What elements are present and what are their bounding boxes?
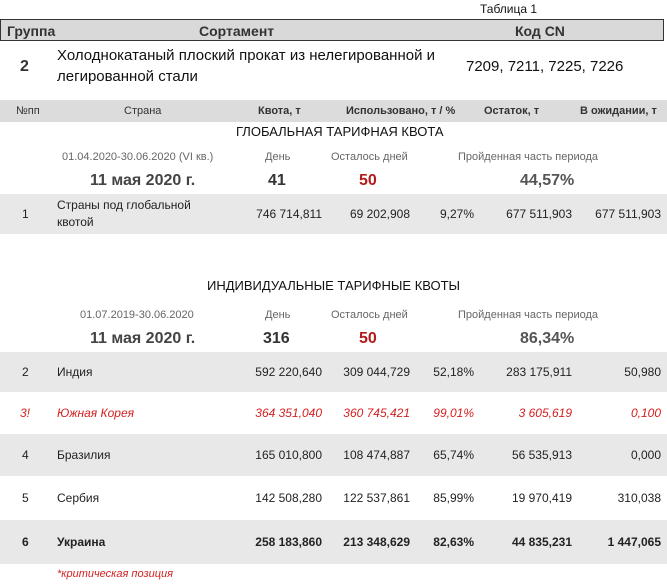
- row-quota: 364 351,040: [255, 406, 322, 420]
- row-pct: 9,27%: [439, 207, 474, 221]
- header-group: Группа: [7, 23, 56, 39]
- global-period-passed-label: Пройденная часть периода: [458, 151, 599, 163]
- row-quota: 165 010,800: [255, 448, 322, 462]
- row-pct: 99,01%: [433, 406, 474, 420]
- col-remaining: Остаток, т: [484, 105, 540, 117]
- individual-section-title: ИНДИВИДУАЛЬНЫЕ ТАРИФНЫЕ КВОТЫ: [207, 278, 461, 293]
- individual-period-passed-value: 86,34%: [520, 330, 575, 347]
- row-pct: 85,99%: [433, 491, 474, 505]
- row-num: 1: [22, 207, 29, 221]
- row-used: 309 044,729: [343, 365, 410, 379]
- row-pct: 52,18%: [433, 365, 474, 379]
- col-quota: Квота, т: [258, 105, 301, 117]
- row-pending: 0,100: [630, 406, 661, 420]
- row-quota: 142 508,280: [255, 491, 322, 505]
- header-code: Код CN: [515, 23, 565, 39]
- individual-day-label: День: [265, 309, 291, 321]
- row-remaining: 283 175,911: [506, 365, 572, 379]
- row-pending: 677 511,903: [595, 207, 661, 221]
- global-period: 01.04.2020-30.06.2020 (VI кв.): [62, 151, 214, 163]
- global-day-label: День: [265, 151, 291, 163]
- row-remaining: 3 605,619: [518, 406, 572, 420]
- product-description: Холоднокатаный плоский прокат из нелегированной и легированной стали: [57, 47, 436, 85]
- global-date: 11 мая 2020 г.: [90, 172, 196, 189]
- row-used: 122 537,861: [343, 491, 410, 505]
- row-quota: 746 714,811: [256, 207, 322, 221]
- row-num: 2: [22, 365, 29, 379]
- row-country: Бразилия: [57, 448, 111, 462]
- table-row: [0, 520, 667, 564]
- cn-codes: 7209, 7211, 7225, 7226: [466, 58, 624, 75]
- row-used: 69 202,908: [349, 207, 410, 221]
- row-remaining: 56 535,913: [511, 448, 572, 462]
- table-row-critical: [0, 393, 667, 433]
- row-country: Южная Корея: [57, 406, 135, 420]
- row-country: Страны под глобальной квотой: [57, 198, 191, 229]
- row-country: Украина: [57, 535, 106, 549]
- row-quota: 258 183,860: [255, 535, 322, 549]
- col-used: Использовано, т / %: [346, 105, 456, 117]
- global-section-title: ГЛОБАЛЬНАЯ ТАРИФНАЯ КВОТА: [236, 124, 444, 139]
- individual-days-left-value: 50: [359, 330, 377, 347]
- row-used: 213 348,629: [343, 535, 410, 549]
- row-num: 4: [22, 448, 29, 462]
- row-country: Индия: [57, 365, 93, 379]
- row-remaining: 44 835,231: [511, 535, 572, 549]
- individual-period: 01.07.2019-30.06.2020: [80, 309, 194, 321]
- col-pending: В ожидании, т: [580, 105, 657, 117]
- global-period-passed-value: 44,57%: [520, 172, 575, 189]
- row-pending: 50,980: [624, 365, 661, 379]
- row-pct: 65,74%: [433, 448, 474, 462]
- table-row: [0, 434, 667, 476]
- row-quota: 592 220,640: [255, 365, 322, 379]
- individual-days-left-label: Осталось дней: [331, 309, 408, 321]
- row-num: 5: [22, 491, 29, 505]
- row-num: 6: [22, 535, 29, 549]
- group-header-bar: [0, 19, 664, 41]
- row-used: 360 745,421: [343, 406, 410, 420]
- global-days-left-label: Осталось дней: [331, 151, 408, 163]
- global-day-value: 41: [268, 172, 286, 189]
- individual-date: 11 мая 2020 г.: [90, 330, 196, 347]
- row-used: 108 474,887: [343, 448, 410, 462]
- col-country: Страна: [124, 105, 162, 117]
- table-row: [0, 194, 667, 234]
- row-country: Сербия: [57, 491, 100, 505]
- row-pct: 82,63%: [433, 535, 474, 549]
- header-assortment: Сортамент: [199, 23, 275, 39]
- row-remaining: 677 511,903: [506, 207, 572, 221]
- row-pending: 310,038: [617, 491, 661, 505]
- table-row: [0, 477, 667, 519]
- row-num: 3!: [20, 406, 31, 420]
- table-label: Таблица 1: [480, 2, 538, 16]
- footnote: *критическая позиция: [57, 568, 173, 580]
- individual-period-passed-label: Пройденная часть периода: [458, 309, 599, 321]
- row-pending: 1 447,065: [607, 535, 661, 549]
- column-header-bar: [0, 100, 667, 122]
- group-number: 2: [20, 58, 29, 75]
- table-row: [0, 352, 667, 392]
- row-remaining: 19 970,419: [511, 491, 572, 505]
- row-pending: 0,000: [630, 448, 661, 462]
- individual-day-value: 316: [263, 330, 290, 347]
- global-days-left-value: 50: [359, 172, 377, 189]
- col-num: №пп: [16, 105, 40, 117]
